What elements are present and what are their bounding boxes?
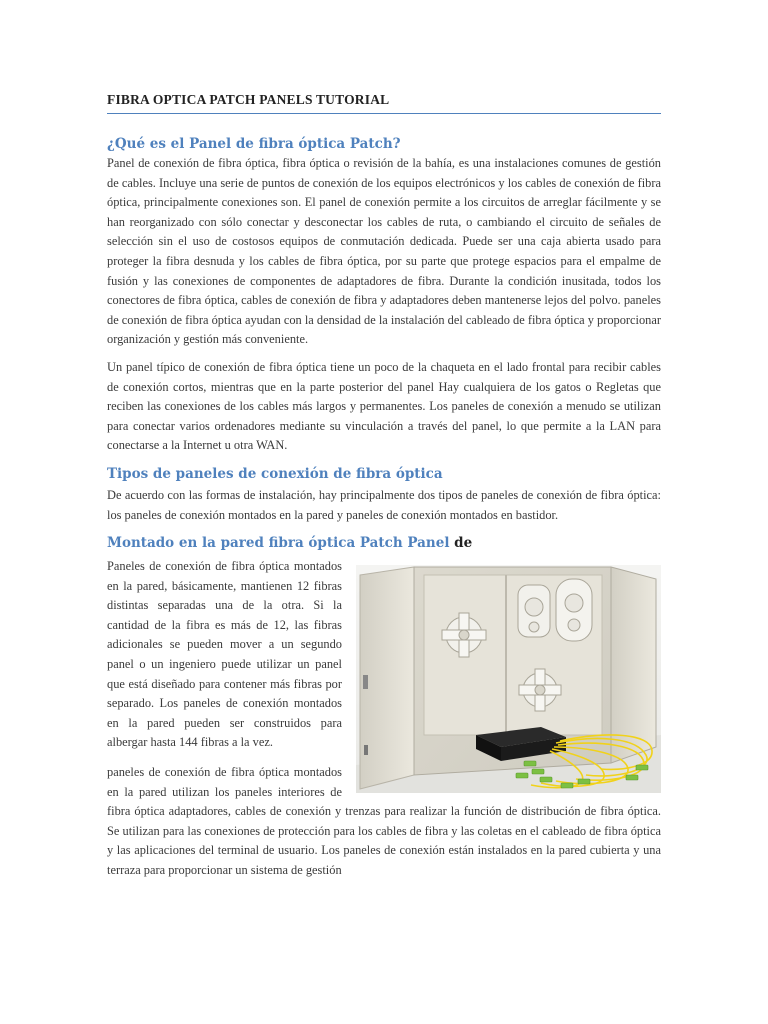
paragraph-montado-2: paneles de conexión de fibra óptica montados en la pared utilizan los paneles interiores de fibra óptica adaptadores, cables de conexión y trenzas para realizar la función de distribución de fibra óptica. Se utilizan para las conexiones de protección para los cables de fibra y las coletas en el cableado de fibra óptica y las aplicaciones del terminal de usuario. Los paneles de conexión están instalados en la pared cubierta y una terraza para proporcionar un sistema de gestión [107,765,661,877]
paragraph-que-es-1: Panel de conexión de fibra óptica, fibra óptica o revisión de la bahía, es una instalaciones comunes de gestión de cables. Incluye una serie de puntos de conexión de los equipos electrónicos y los cables de conexión de fibra óptica, principalmente conexiones son. El panel de conexión permite a los circuitos de arreglar fácilmente y se han reorganizado con sólo conectar y desconectar los cables de ruta, o cambiando el circuito de señales de selección sin el uso de costosos equipos de conmutación dedicada. Puede ser una caja abierta usado para proteger la fibra desnuda y los cables de fibra óptica, por su parte que protege espacios para el empalme de fusión y las conexiones de componentes de adaptadores de fibra. Durante la condición inusitada, todos los conectores de fibra óptica, cables de conexión de fibra y adaptadores deben mantenerse lejos del polvo. paneles de conexión de fibra óptica ayudan con la densidad de la instalación del cableado de fibra óptica y proporcionar organización y gestión más conveniente. [107,156,661,347]
patch-panel-photo [356,565,661,793]
section-heading-tipos: Tipos de paneles de conexión de fibra óptica [107,465,443,482]
section-heading-montado-suffix: de [449,535,473,552]
paragraph-tipos: De acuerdo con las formas de instalación, hay principalmente dos tipos de paneles de conexión de fibra óptica: los paneles de conexión montados en la pared y paneles de conexión montados en bastidor. [107,487,661,522]
paragraph-montado-1: Paneles de conexión de fibra óptica montados en la pared, básicamente, mantienen 12 fibras distintas separadas una de la otra. Si la cantidad de la fibra es más de 12, las fibras adicionales se pueden mover a un segundo panel o un ingeniero puede utilizar un panel que está diseñado para contener más fibras por separado. Los paneles de conexión montados en la pared pueden ser construidos para albergar hasta 144 fibras a la vez. [107,559,342,750]
document-title: FIBRA OPTICA PATCH PANELS TUTORIAL [107,92,661,114]
section-heading-montado [107,535,661,551]
section-heading-montado-text: Montado en la pared fibra óptica Patch Panel [107,535,450,552]
paragraph-que-es-2: Un panel típico de conexión de fibra óptica tiene un poco de la chaqueta en el lado frontal para recibir cables de conexión cortos, mientras que en la parte posterior del panel Hay cualquiera de los gatos o Regletas que reciben las conexiones de los cables más largos y permanentes. Los paneles de conexión a menudo se utilizan para conectar varios ordenadores mediante su vinculación a través del panel, lo que permite a la LAN para conectarse a la Internet u otra WAN. [107,359,661,453]
montado-content [107,557,661,881]
wall-mount-fiber-patch-panel-icon [356,565,661,793]
section-heading-que-es: ¿Qué es el Panel de fibra óptica Patch? [107,136,401,152]
